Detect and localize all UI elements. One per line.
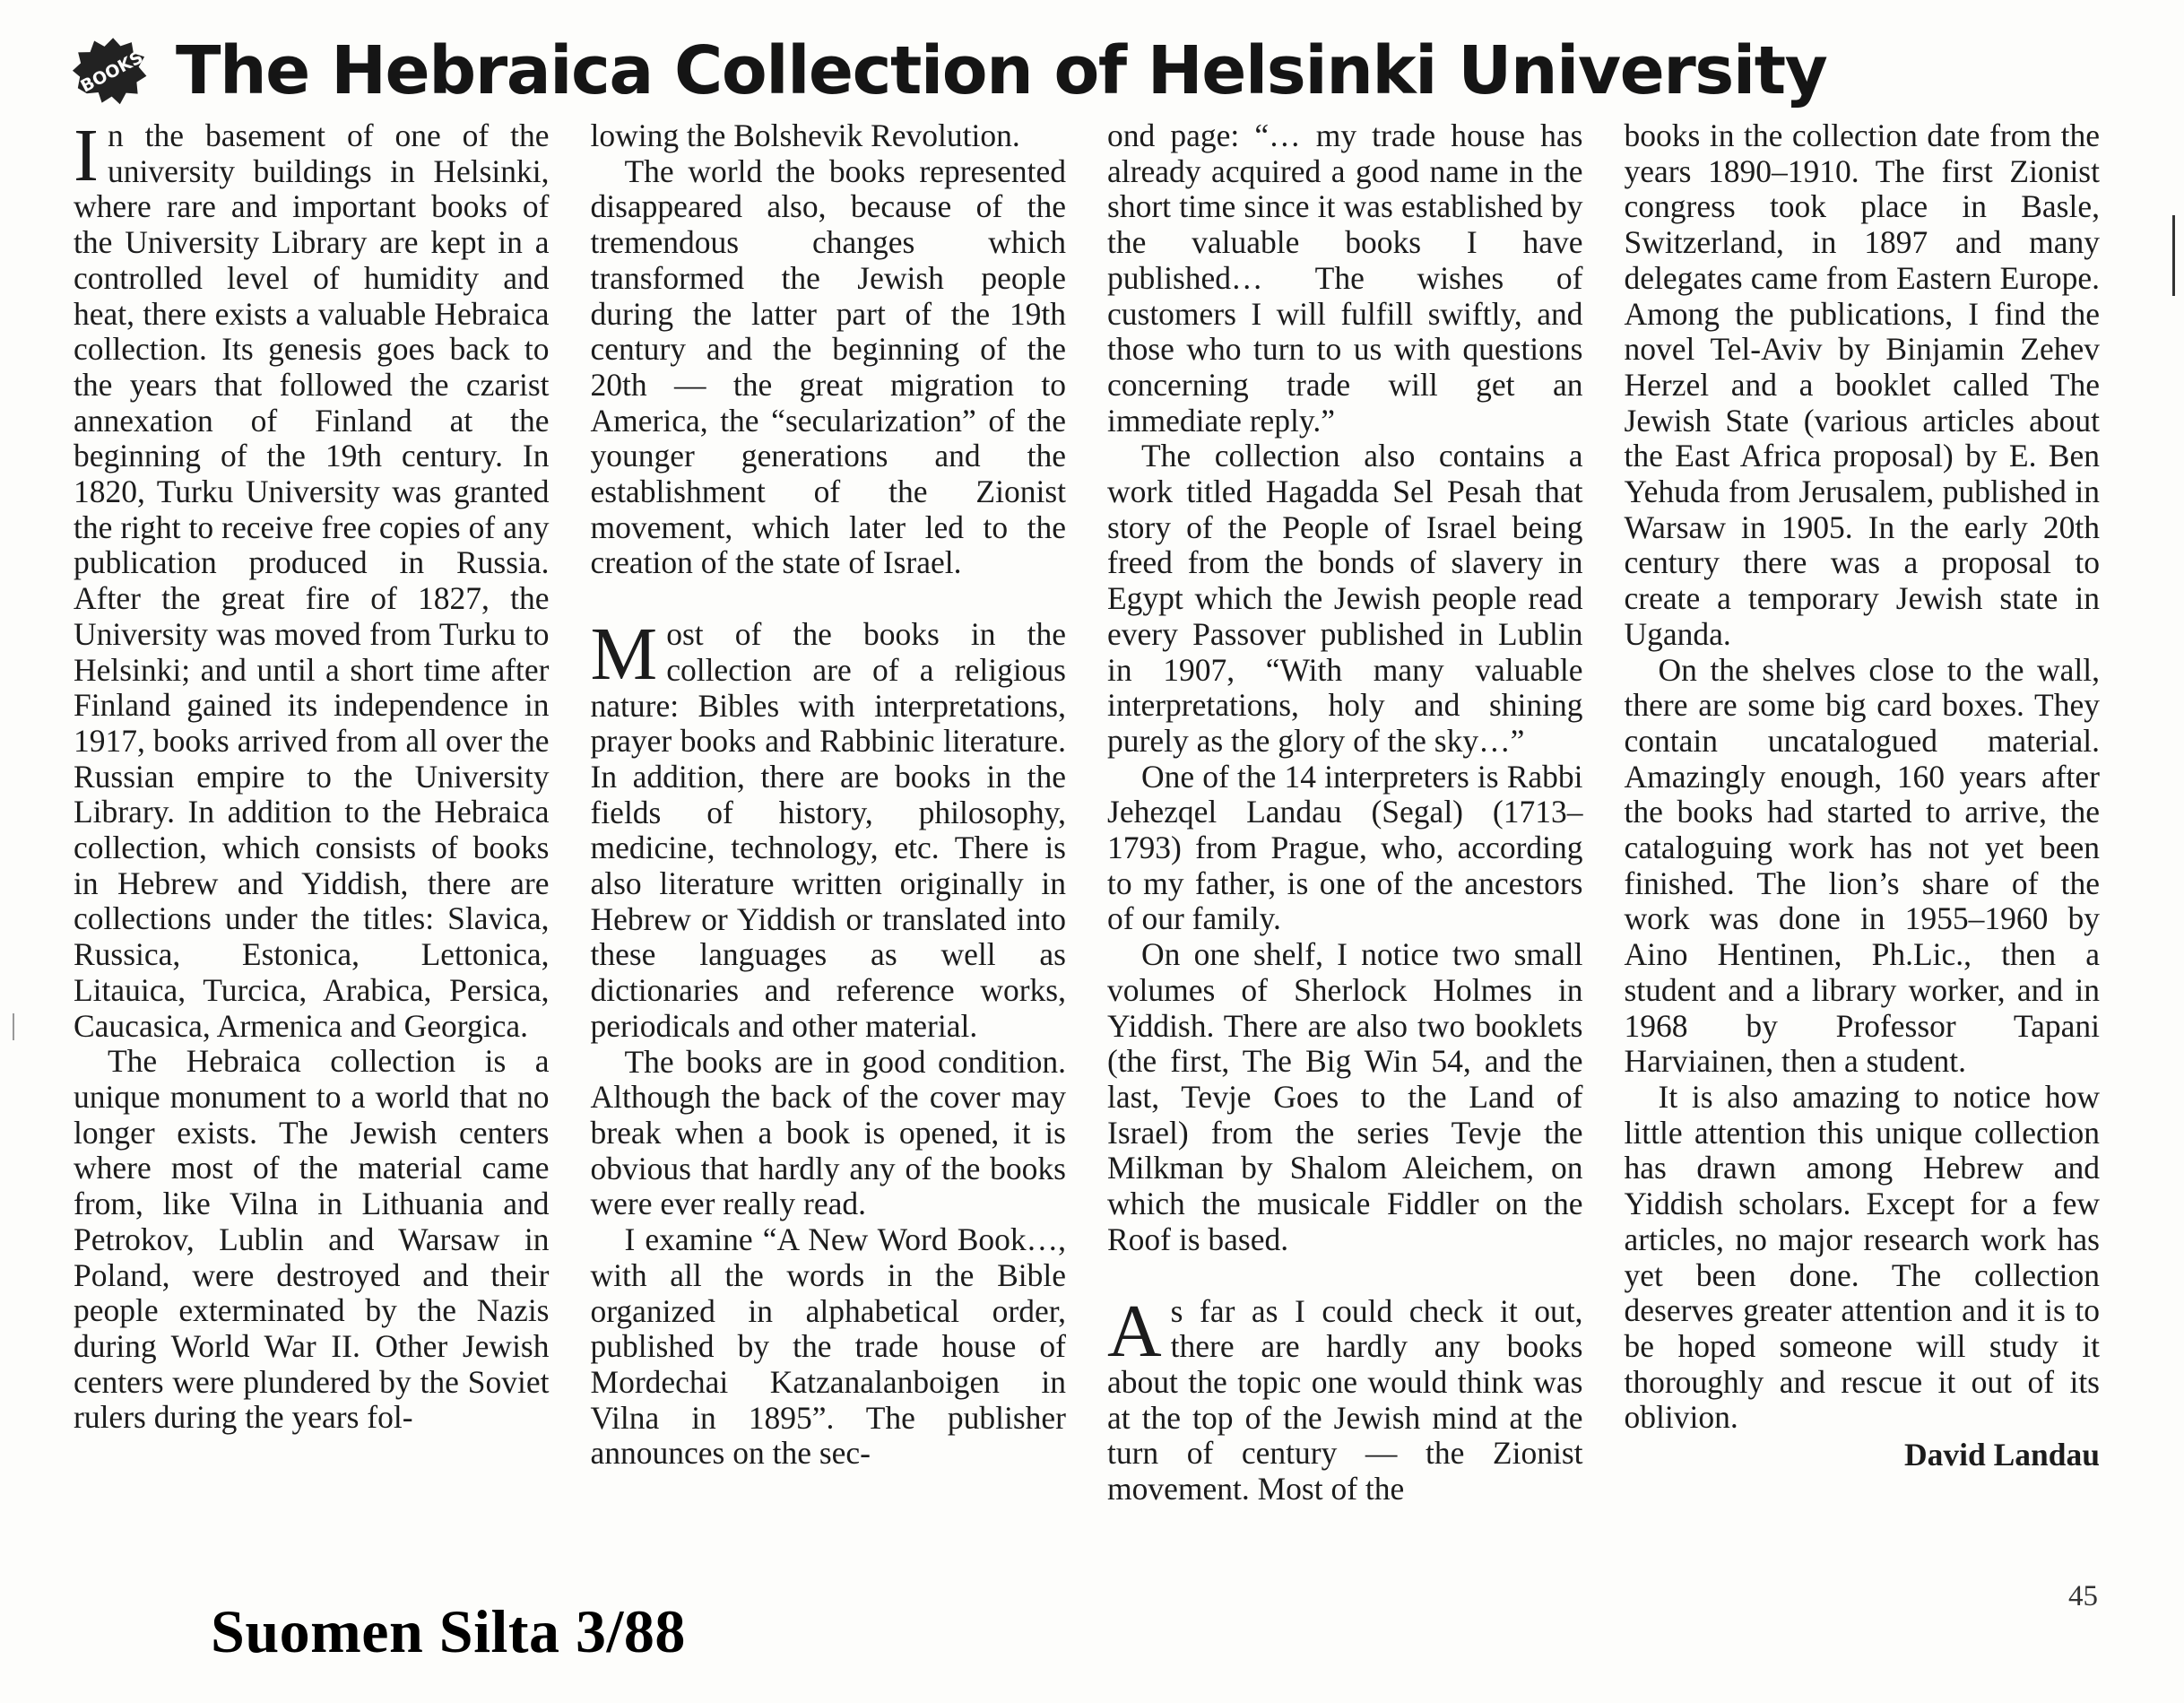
paragraph-text: s far as I could check it out, there are hardly any books about the topic one would think was at the top of the Jewish mind at the turn of century — the Zionist movement. Most of the — [1107, 1292, 1583, 1508]
column-3 — [1107, 118, 1583, 1553]
paragraph — [1107, 1289, 1583, 1508]
paragraph-text: n the basement of one of the university buildings in Helsinki, where rare and important books of the University Library are kept in a controlled level of humidity and heat, there exists a valuable Hebraica collection. Its genesis goes back to the years that followed the czarist annexation of Finland at the beginning of the 19th century. In 1820, Turku University was granted the right to receive free copies of any publication produced in Russia. After the great fire of 1827, the University was moved from Turku to Helsinki; and until a short time after Finland gained its independence in 1917, books arrived from all over the Russian empire to the University Library. In addition to the Hebraica collection, which consists of books in Hebrew and Yiddish, there are collections under the titles: Slavica, Russica, Estonica, Lettonica, Litauica, Turcica, Arabica, Persica, Caucasica, Armenica and Georgica. — [74, 117, 550, 1044]
paragraph-text: ost of the books in the collection are of a religious nature: Bibles with interpretations, prayer books and Rabbinic literature. In addition, there are books in the fields of history, philosophy, medicine, technology, etc. There is also literature written originally in Hebrew or Yiddish or translated into these languages as well as dictionaries and reference works, periodicals and other material. — [590, 616, 1066, 1044]
paragraph: The Hebraica collection is a unique monument to a world that no longer exists. The Jewish centers where most of the material came from, like Vilna in Lithuania and Petrokov, Lublin and Warsaw in Poland, were destroyed and their people exterminated by the Nazis during World War II. Other Jewish centers were plundered by the Soviet rulers during the years fol- — [74, 1043, 550, 1436]
badge-label: BOOKS — [77, 47, 147, 97]
paragraph: The collection also contains a work titled Hagadda Sel Pesah that story of the People of Israel being freed from the bonds of slavery in Egypt which the Jewish people read every Passover published in Lublin in 1907, “With many valuable interpretations, holy and shining purely as the glory of the sky…” — [1107, 438, 1583, 759]
paragraph: On the shelves close to the wall, there are some big card boxes. They contain uncatalogued material. Amazingly enough, 160 years after the books had started to arrive, the cataloguing work has not yet been finished. The lion’s share of the work was done in 1955–1960 by Aino Hentinen, Ph.Lic., then a student and a library worker, and in 1968 by Professor Tapani Harviainen, then a student. — [1624, 651, 2100, 1080]
article-body — [74, 114, 2100, 1553]
paragraph: ond page: “… my trade house has already acquired a good name in the short time since it was established by the valuable books I have published… The wishes of customers I will fulfill swiftly, and those who turn to us with questions concerning trade will get an immediate reply.” — [1107, 117, 1583, 439]
drop-cap: I — [74, 114, 99, 197]
drop-cap: A — [1107, 1289, 1162, 1373]
scan-margin-mark — [13, 1013, 14, 1040]
source-citation: Suomen Silta 3/88 — [211, 1597, 686, 1665]
page-number: 45 — [2068, 1580, 2098, 1612]
author-byline: David Landau — [1903, 1437, 2100, 1473]
books-badge-icon — [61, 26, 160, 116]
paragraph: It is also amazing to notice how little attention this unique collection has drawn among Hebrew and Yiddish scholars. Except for a few articles, no major research work has yet been done. The collection deserves greater attention and it is to be hoped someone will study it thoroughly and rescue it out of its oblivion. — [1624, 1078, 2100, 1436]
scan-edge-mark — [2172, 215, 2175, 296]
drop-cap: M — [590, 613, 658, 697]
column-4 — [1625, 118, 2101, 1553]
paragraph — [590, 613, 1067, 1044]
paragraph — [74, 114, 550, 1044]
article-header — [61, 22, 1827, 120]
paragraph: lowing the Bolshevik Revolution. — [590, 117, 1020, 153]
paragraph: books in the collection date from the years 1890–1910. The first Zionist congress took place in Basle, Switzerland, in 1897 and many delegates came from Eastern Europe. Among the publications, I find the novel Tel-Aviv by Binjamin Zehev Herzel and a booklet called The Jewish State (various articles about the East Africa proposal) by E. Ben Yehuda from Jerusalem, published in Warsaw in 1905. In the early 20th century there was a proposal to create a temporary Jewish state in Uganda. — [1624, 117, 2100, 652]
paragraph: The world the books represented disappeared also, because of the tremendous changes which transformed the Jewish people during the latter part of the 19th century and the beginning of the 20th — the great migration to America, the “secularization” of the younger generations and the establishment of the Zionist movement, which later led to the creation of the state of Israel. — [590, 152, 1066, 581]
paragraph: On one shelf, I notice two small volumes of Sherlock Holmes in Yiddish. There are also two booklets (the first, The Big Win 54, and the last, Tevje Goes to the Land of Israel) from the series Tevje the Milkman by Shalom Aleichem, on which the musicale Fiddler on the Roof is based. — [1107, 936, 1583, 1257]
paragraph: I examine “A New Word Book…, with all the words in the Bible organized in alphabetical order, published by the trade house of Mordechai Katzanalanboigen in Vilna in 1895”. The publisher announces on the sec- — [590, 1221, 1066, 1472]
column-1 — [74, 114, 550, 1553]
column-2 — [591, 118, 1067, 1553]
article-title: The Hebraica Collection of Helsinki University — [176, 32, 1827, 109]
paragraph: The books are in good condition. Although the back of the cover may break when a book is opened, it is obvious that hardly any of the books were ever really read. — [590, 1043, 1066, 1222]
paragraph: One of the 14 interpreters is Rabbi Jehezqel Landau (Segal) (1713–1793) from Prague, who, according to my father, is one of the ancestors of our family. — [1107, 758, 1583, 937]
clipped-previous-text — [54, 0, 1578, 9]
